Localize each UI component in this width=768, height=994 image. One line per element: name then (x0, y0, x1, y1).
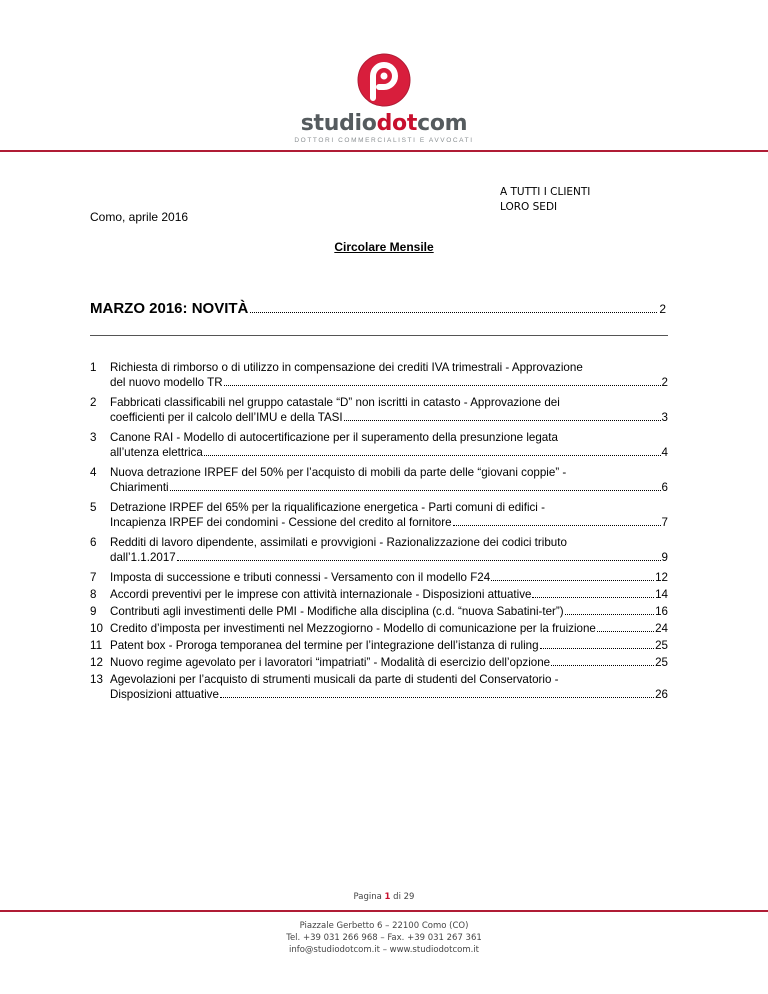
toc-entry[interactable] (90, 621, 668, 636)
toc-entry-text: Credito d’imposta per investimenti nel Mezzogiorno - Modello di comunicazione per la fruizione (110, 622, 596, 635)
toc-entry-number: 7 (90, 571, 97, 584)
toc-entry-number: 10 (90, 622, 103, 635)
brand-suffix: com (417, 111, 468, 136)
recipients-line-2: LORO SEDI (500, 201, 558, 213)
toc-entry-text: Nuovo regime agevolato per i lavoratori “impatriati” - Modalità di esercizio dell’opzione (110, 656, 551, 669)
toc-entry-number: 5 (90, 501, 97, 514)
toc-entry[interactable] (90, 655, 668, 670)
toc-main-heading[interactable] (90, 300, 666, 317)
toc-entry-text: Canone RAI - Modello di autocertificazione per il superamento della presunzione legata (110, 431, 558, 444)
toc-entry-text: dall’1.1.2017 (110, 551, 176, 564)
recipients-line-1: A TUTTI I CLIENTI (500, 186, 591, 198)
toc-entry-number: 13 (90, 673, 103, 686)
toc-entry-number: 4 (90, 466, 97, 479)
page-label: Pagina (353, 892, 382, 902)
toc-entry[interactable] (90, 570, 668, 585)
toc-entry-text: Richiesta di rimborso o di utilizzo in compensazione dei crediti IVA trimestrali - Approvazione (110, 361, 583, 374)
toc-entry[interactable] (90, 672, 668, 702)
toc-leader (220, 697, 654, 698)
toc-entry-text: Agevolazioni per l’acquisto di strumenti musicali da parte di studenti del Conservatorio - (110, 673, 559, 686)
toc-entry-number: 6 (90, 536, 97, 549)
page-current: 1 (384, 892, 391, 902)
toc-entry-page: 9 (661, 551, 668, 564)
document-title: Circolare Mensile (334, 240, 434, 254)
toc-entry[interactable] (90, 604, 668, 619)
toc-list (90, 360, 668, 707)
toc-entry-page: 26 (655, 688, 668, 701)
toc-entry-page: 25 (655, 639, 668, 652)
toc-leader (491, 580, 654, 581)
toc-entry-number: 12 (90, 656, 103, 669)
toc-entry-number: 8 (90, 588, 97, 601)
toc-entry-number: 2 (90, 396, 97, 409)
page-total: 29 (403, 892, 415, 902)
footer-divider (0, 910, 768, 912)
header-divider (0, 150, 768, 152)
logo (0, 52, 768, 144)
brand-subtitle: DOTTORI COMMERCIALISTI E AVVOCATI (294, 137, 474, 144)
toc-entry-page: 24 (655, 622, 668, 635)
toc-entry-page: 14 (655, 588, 668, 601)
toc-leader (532, 597, 654, 598)
toc-entry[interactable] (90, 430, 668, 460)
toc-divider (90, 335, 668, 336)
toc-entry[interactable] (90, 465, 668, 495)
page-separator: di (393, 892, 401, 902)
footer-address (0, 920, 768, 956)
toc-leader (170, 490, 661, 491)
toc-entry-number: 11 (90, 639, 103, 652)
toc-leader (204, 455, 661, 456)
toc-leader (250, 312, 657, 313)
toc-entry-number: 9 (90, 605, 97, 618)
toc-leader (540, 648, 655, 649)
toc-entry-page: 12 (655, 571, 668, 584)
toc-entry-text: del nuovo modello TR (110, 376, 223, 389)
toc-entry-text: coefficienti per il calcolo dell’IMU e della TASI (110, 411, 343, 424)
toc-leader (551, 665, 654, 666)
toc-entry-page: 3 (661, 411, 668, 424)
page-number (0, 892, 768, 902)
toc-entry-number: 1 (90, 361, 97, 374)
toc-entry-text: Nuova detrazione IRPEF del 50% per l’acquisto di mobili da parte delle “giovani coppie” - (110, 466, 567, 479)
toc-leader (177, 560, 661, 561)
toc-entry-text: Redditi di lavoro dipendente, assimilati e provvigioni - Razionalizzazione dei codici tributo (110, 536, 567, 549)
toc-entry[interactable] (90, 500, 668, 530)
toc-leader (565, 614, 654, 615)
logo-mark-icon (354, 52, 414, 108)
toc-entry-page: 25 (655, 656, 668, 669)
toc-leader (344, 420, 661, 421)
toc-entry[interactable] (90, 395, 668, 425)
toc-entry[interactable] (90, 587, 668, 602)
toc-entry-text: Detrazione IRPEF del 65% per la riqualificazione energetica - Parti comuni di edifici - (110, 501, 545, 514)
brand-accent: dot (376, 111, 418, 136)
brand-name (0, 112, 768, 136)
toc-leader (224, 385, 661, 386)
toc-entry-page: 4 (661, 446, 668, 459)
toc-entry-page: 16 (655, 605, 668, 618)
toc-leader (597, 631, 654, 632)
toc-entry-text: Incapienza IRPEF dei condomini - Cessione del credito al fornitore (110, 516, 452, 529)
toc-leader (453, 525, 661, 526)
toc-entry-text: Imposta di successione e tributi connessi - Versamento con il modello F24 (110, 571, 491, 584)
toc-entry-page: 2 (661, 376, 668, 389)
recipients (500, 185, 590, 215)
toc-entry-text: Patent box - Proroga temporanea del termine per l’integrazione dell’istanza di ruling (110, 639, 539, 652)
phone-line: Tel. +39 031 266 968 – Fax. +39 031 267 361 (286, 933, 482, 943)
toc-entry-page: 6 (661, 481, 668, 494)
toc-entry[interactable] (90, 360, 668, 390)
toc-entry-text: Contributi agli investimenti delle PMI - Modifiche alla disciplina (c.d. “nuova Sabatini-ter”) (110, 605, 564, 618)
toc-entry-text: Accordi preventivi per le imprese con attività internazionale - Disposizioni attuative (110, 588, 532, 601)
address-line: Piazzale Gerbetto 6 – 22100 Como (CO) (299, 921, 469, 931)
toc-main-label: MARZO 2016: NOVITÀ (90, 300, 249, 317)
toc-entry[interactable] (90, 638, 668, 653)
toc-entry[interactable] (90, 535, 668, 565)
toc-entry-page: 7 (661, 516, 668, 529)
document-date: Como, aprile 2016 (90, 210, 189, 224)
toc-entry-number: 3 (90, 431, 97, 444)
brand-prefix: studio (300, 111, 377, 136)
toc-entry-text: Chiarimenti (110, 481, 169, 494)
toc-entry-text: all’utenza elettrica (110, 446, 203, 459)
web-line: info@studiodotcom.it – www.studiodotcom.it (288, 945, 480, 955)
toc-main-page: 2 (659, 302, 666, 316)
toc-entry-text: Fabbricati classificabili nel gruppo catastale “D” non iscritti in catasto - Approvazione dei (110, 396, 560, 409)
toc-entry-text: Disposizioni attuative (110, 688, 219, 701)
